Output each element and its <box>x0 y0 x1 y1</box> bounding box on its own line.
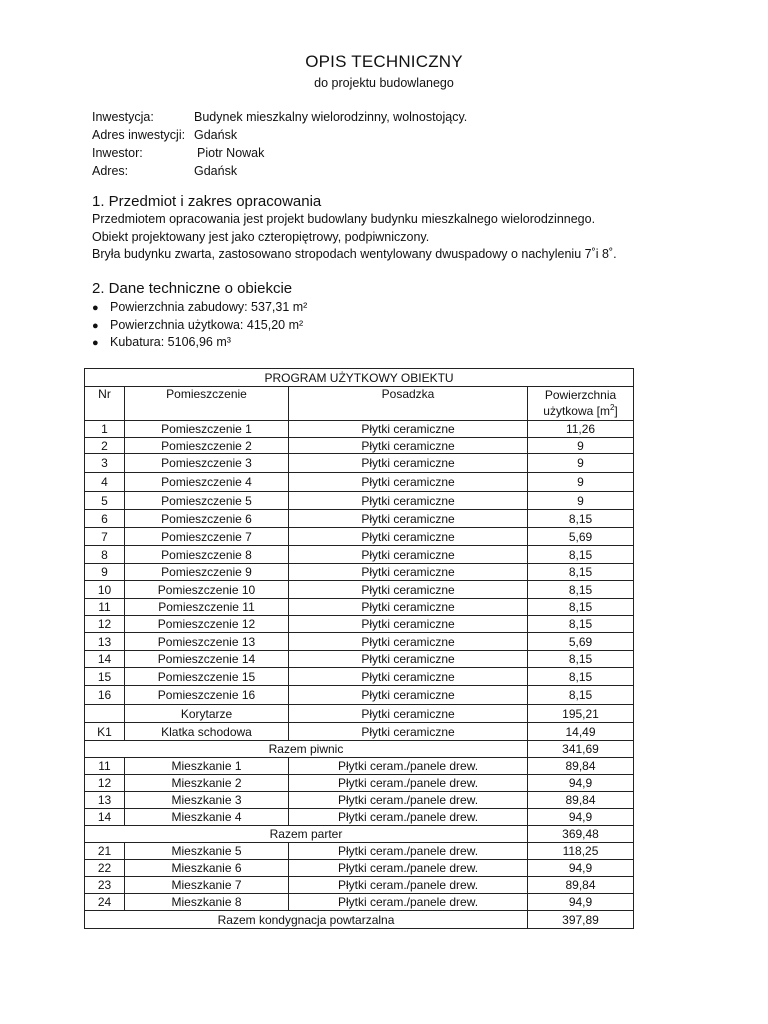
subtotal-area: 341,69 <box>528 741 634 758</box>
cell-nr: 3 <box>85 454 125 473</box>
usage-program-table <box>84 368 634 929</box>
cell-area: 9 <box>528 454 634 473</box>
cell-room: Mieszkanie 4 <box>125 809 289 826</box>
cell-room: Pomieszczenie 12 <box>125 616 289 633</box>
cell-room: Klatka schodowa <box>125 723 289 741</box>
cell-nr: 1 <box>85 421 125 438</box>
section-1-line: Bryła budynku zwarta, zastosowano stropodach wentylowany dwuspadowy o nachyleniu 7˚i 8˚. <box>92 247 617 261</box>
subtotal-row-ground <box>85 826 634 843</box>
cell-nr: 12 <box>85 775 125 792</box>
table-row <box>85 633 634 651</box>
subtotal-area: 397,89 <box>528 911 634 929</box>
cell-room: Pomieszczenie 8 <box>125 546 289 564</box>
table-header-row <box>85 387 634 421</box>
meta-label: Inwestycja: <box>92 110 154 124</box>
cell-floor: Płytki ceram./panele drew. <box>289 758 528 775</box>
cell-area: 8,15 <box>528 686 634 705</box>
table-row <box>85 454 634 473</box>
cell-room: Mieszkanie 3 <box>125 792 289 809</box>
document-subtitle: do projektu budowlanego <box>314 76 454 90</box>
cell-floor: Płytki ceramiczne <box>289 705 528 723</box>
section-2-heading: 2. Dane techniczne o obiekcie <box>92 280 293 297</box>
header-floor: Posadzka <box>289 387 528 421</box>
table-row <box>85 546 634 564</box>
cell-room: Mieszkanie 2 <box>125 775 289 792</box>
cell-area: 8,15 <box>528 546 634 564</box>
table-row <box>85 723 634 741</box>
header-area-close: ] <box>614 404 618 418</box>
list-item-text: Kubatura: 5106,96 m³ <box>110 335 231 349</box>
cell-nr <box>85 705 125 723</box>
cell-nr: 14 <box>85 651 125 668</box>
cell-floor: Płytki ceramiczne <box>289 510 528 528</box>
cell-nr: 13 <box>85 792 125 809</box>
cell-nr: 13 <box>85 633 125 651</box>
meta-investor <box>92 144 467 162</box>
cell-floor: Płytki ceramiczne <box>289 564 528 581</box>
cell-floor: Płytki ceramiczne <box>289 723 528 741</box>
list-item-text: Powierzchnia zabudowy: 537,31 m² <box>110 300 308 314</box>
cell-room: Pomieszczenie 5 <box>125 492 289 510</box>
cell-floor: Płytki ceramiczne <box>289 528 528 546</box>
table-row <box>85 705 634 723</box>
cell-area: 89,84 <box>528 792 634 809</box>
cell-floor: Płytki ceramiczne <box>289 686 528 705</box>
cell-room: Pomieszczenie 15 <box>125 668 289 686</box>
list-item-text: Powierzchnia użytkowa: 415,20 m² <box>110 317 304 332</box>
table-row <box>85 686 634 705</box>
cell-nr: 24 <box>85 894 125 911</box>
cell-floor: Płytki ceram./panele drew. <box>289 775 528 792</box>
cell-floor: Płytki ceramiczne <box>289 421 528 438</box>
cell-room: Pomieszczenie 7 <box>125 528 289 546</box>
cell-nr: 10 <box>85 581 125 599</box>
header-area-line2: użytkowa [m <box>543 404 610 418</box>
cell-nr: 9 <box>85 564 125 581</box>
cell-floor: Płytki ceramiczne <box>289 599 528 616</box>
cell-area: 8,15 <box>528 564 634 581</box>
cell-room: Mieszkanie 7 <box>125 877 289 894</box>
subtotal-row-basement <box>85 741 634 758</box>
meta-value: Piotr Nowak <box>197 146 265 160</box>
cell-room: Pomieszczenie 13 <box>125 633 289 651</box>
cell-area: 8,15 <box>528 510 634 528</box>
meta-label: Adres inwestycji: <box>92 128 186 142</box>
table-row <box>85 651 634 668</box>
cell-area: 8,15 <box>528 616 634 633</box>
cell-room: Pomieszczenie 16 <box>125 686 289 705</box>
table-row <box>85 528 634 546</box>
cell-area: 118,25 <box>528 843 634 860</box>
table-title: PROGRAM UŻYTKOWY OBIEKTU <box>85 369 634 387</box>
cell-room: Korytarze <box>125 705 289 723</box>
meta-label: Inwestor: <box>92 146 143 160</box>
cell-floor: Płytki ceramiczne <box>289 438 528 454</box>
cell-floor: Płytki ceram./panele drew. <box>289 877 528 894</box>
cell-area: 14,49 <box>528 723 634 741</box>
bullet-icon: ● <box>92 319 99 332</box>
cell-area: 5,69 <box>528 633 634 651</box>
cell-room: Pomieszczenie 4 <box>125 473 289 492</box>
cell-nr: 12 <box>85 616 125 633</box>
list-item <box>92 334 307 352</box>
cell-nr: 2 <box>85 438 125 454</box>
cell-area: 94,9 <box>528 775 634 792</box>
header-nr: Nr <box>85 387 125 421</box>
cell-nr: 16 <box>85 686 125 705</box>
subtotal-area: 369,48 <box>528 826 634 843</box>
table-row <box>85 510 634 528</box>
cell-floor: Płytki ceramiczne <box>289 633 528 651</box>
document-title: OPIS TECHNICZNY <box>305 52 463 71</box>
cell-floor: Płytki ceram./panele drew. <box>289 843 528 860</box>
cell-room: Mieszkanie 6 <box>125 860 289 877</box>
table-row <box>85 860 634 877</box>
cell-room: Pomieszczenie 6 <box>125 510 289 528</box>
cell-nr: 23 <box>85 877 125 894</box>
header-area-line1: Powierzchnia <box>544 388 617 402</box>
meta-address <box>92 162 467 180</box>
cell-area: 8,15 <box>528 651 634 668</box>
bullet-icon: ● <box>92 302 99 314</box>
cell-floor: Płytki ceramiczne <box>289 473 528 492</box>
cell-area: 8,15 <box>528 668 634 686</box>
table-row <box>85 599 634 616</box>
list-item <box>92 299 307 317</box>
cell-nr: K1 <box>85 723 125 741</box>
cell-nr: 21 <box>85 843 125 860</box>
cell-area: 9 <box>528 473 634 492</box>
header-area-sup: 2 <box>609 403 615 412</box>
subtotal-label: Razem parter <box>85 826 528 843</box>
cell-area: 89,84 <box>528 758 634 775</box>
cell-room: Pomieszczenie 14 <box>125 651 289 668</box>
cell-area: 11,26 <box>528 421 634 438</box>
table-row <box>85 758 634 775</box>
cell-nr: 4 <box>85 473 125 492</box>
table-row <box>85 473 634 492</box>
cell-floor: Płytki ceram./panele drew. <box>289 894 528 911</box>
table-row <box>85 564 634 581</box>
cell-area: 94,9 <box>528 809 634 826</box>
cell-area: 195,21 <box>528 705 634 723</box>
cell-floor: Płytki ceram./panele drew. <box>289 792 528 809</box>
table-row <box>85 809 634 826</box>
meta-value: Budynek mieszkalny wielorodzinny, wolnostojący. <box>194 110 468 124</box>
subtotal-label: Razem kondygnacja powtarzalna <box>85 911 528 929</box>
cell-nr: 22 <box>85 860 125 877</box>
table-row <box>85 438 634 454</box>
cell-nr: 7 <box>85 528 125 546</box>
cell-room: Pomieszczenie 2 <box>125 438 289 454</box>
cell-floor: Płytki ceram./panele drew. <box>289 809 528 826</box>
cell-floor: Płytki ceramiczne <box>289 546 528 564</box>
cell-floor: Płytki ceramiczne <box>289 668 528 686</box>
cell-room: Mieszkanie 1 <box>125 758 289 775</box>
table-row <box>85 843 634 860</box>
table-row <box>85 894 634 911</box>
cell-floor: Płytki ceram./panele drew. <box>289 860 528 877</box>
cell-nr: 15 <box>85 668 125 686</box>
cell-room: Mieszkanie 8 <box>125 894 289 911</box>
cell-room: Pomieszczenie 3 <box>125 454 289 473</box>
cell-floor: Płytki ceramiczne <box>289 581 528 599</box>
meta-investment-address <box>92 126 467 144</box>
cell-area: 9 <box>528 492 634 510</box>
cell-area: 94,9 <box>528 860 634 877</box>
cell-area: 94,9 <box>528 894 634 911</box>
cell-nr: 11 <box>85 599 125 616</box>
subtotal-label: Razem piwnic <box>85 741 528 758</box>
cell-floor: Płytki ceramiczne <box>289 616 528 633</box>
meta-investment <box>92 108 467 126</box>
section-1-line: Obiekt projektowany jest jako czteropiętrowy, podpiwniczony. <box>92 229 430 244</box>
cell-area: 8,15 <box>528 581 634 599</box>
table-row <box>85 668 634 686</box>
cell-room: Pomieszczenie 11 <box>125 599 289 616</box>
cell-nr: 11 <box>85 758 125 775</box>
table-row <box>85 877 634 894</box>
table-row <box>85 775 634 792</box>
cell-floor: Płytki ceramiczne <box>289 651 528 668</box>
table-title-row <box>85 369 634 387</box>
section-1-heading: 1. Przedmiot i zakres opracowania <box>92 193 322 210</box>
cell-area: 89,84 <box>528 877 634 894</box>
table-row <box>85 492 634 510</box>
header-area <box>528 387 634 421</box>
meta-value: Gdańsk <box>194 128 238 142</box>
header-room: Pomieszczenie <box>125 387 289 421</box>
bullet-icon: ● <box>92 337 99 349</box>
cell-nr: 5 <box>85 492 125 510</box>
meta-label: Adres: <box>92 164 129 178</box>
cell-room: Mieszkanie 5 <box>125 843 289 860</box>
subtotal-row-typical <box>85 911 634 929</box>
table-row <box>85 616 634 633</box>
list-item <box>92 317 307 335</box>
cell-room: Pomieszczenie 9 <box>125 564 289 581</box>
cell-room: Pomieszczenie 10 <box>125 581 289 599</box>
cell-area: 5,69 <box>528 528 634 546</box>
table-row <box>85 421 634 438</box>
cell-area: 9 <box>528 438 634 454</box>
cell-area: 8,15 <box>528 599 634 616</box>
cell-floor: Płytki ceramiczne <box>289 492 528 510</box>
cell-nr: 6 <box>85 510 125 528</box>
table-row <box>85 581 634 599</box>
cell-nr: 14 <box>85 809 125 826</box>
project-meta <box>92 108 467 180</box>
meta-value: Gdańsk <box>194 164 238 178</box>
cell-nr: 8 <box>85 546 125 564</box>
cell-room: Pomieszczenie 1 <box>125 421 289 438</box>
cell-floor: Płytki ceramiczne <box>289 454 528 473</box>
section-1-line: Przedmiotem opracowania jest projekt budowlany budynku mieszkalnego wielorodzinnego. <box>92 212 596 226</box>
table-row <box>85 792 634 809</box>
technical-data-list <box>92 299 307 352</box>
